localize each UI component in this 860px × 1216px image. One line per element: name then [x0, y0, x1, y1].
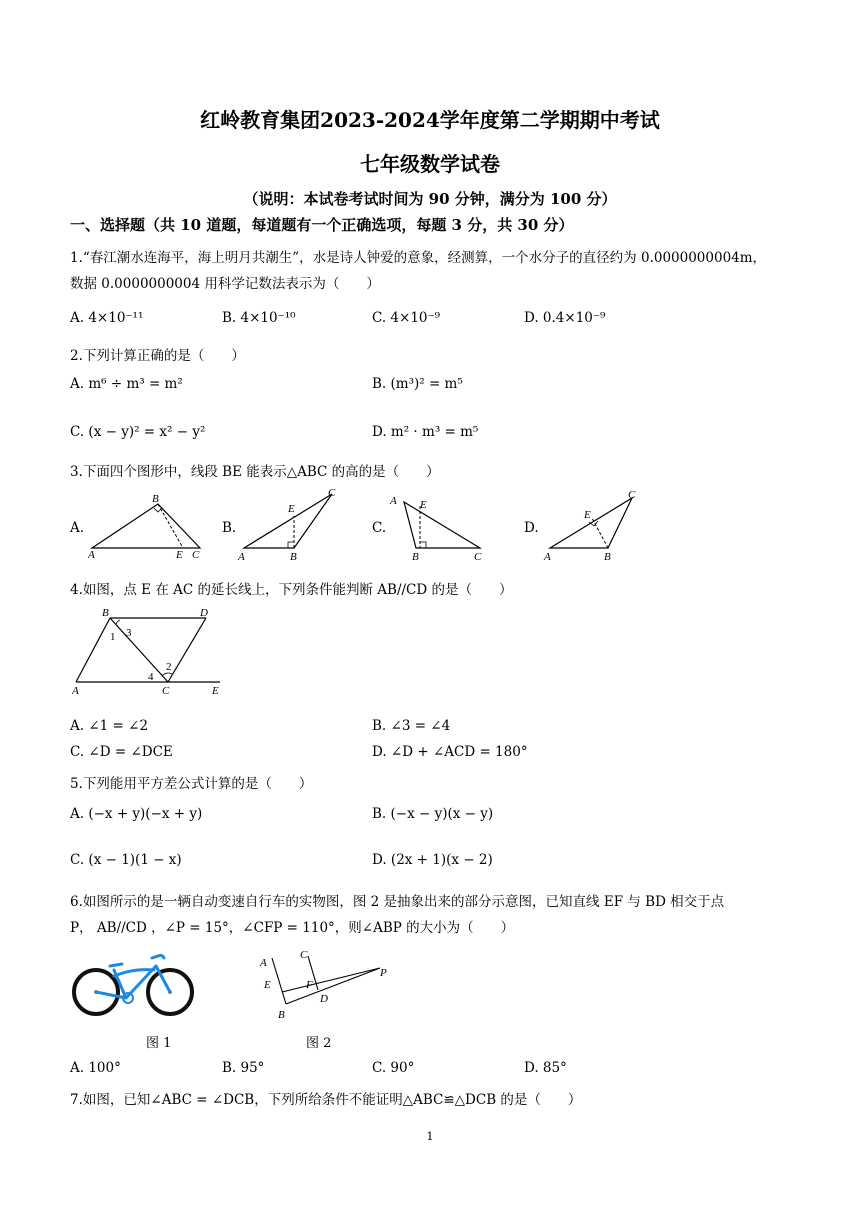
q5-option-a: A. (−x + y)(−x + y): [70, 806, 203, 822]
q4-option-a: A. ∠1 = ∠2: [70, 718, 149, 734]
q1-option-a: A. 4×10⁻¹¹: [70, 310, 144, 326]
q4-figure: [72, 606, 232, 698]
figure-2-caption: 图 2: [306, 1036, 332, 1051]
svg-text:A: A: [72, 685, 79, 697]
svg-text:F: F: [306, 979, 313, 991]
svg-text:B: B: [152, 493, 159, 505]
svg-text:C: C: [300, 949, 308, 961]
svg-text:3: 3: [126, 627, 132, 639]
svg-text:E: E: [584, 509, 591, 521]
q3-option-c: C.: [372, 520, 387, 536]
q3-figure-c: [388, 490, 492, 564]
q2-option-d: D. m² · m³ = m⁵: [372, 424, 479, 440]
exam-title: 红岭教育集团2023-2024学年度第二学期期中考试: [200, 108, 660, 132]
q4-option-b: B. ∠3 = ∠4: [372, 718, 451, 734]
svg-text:B: B: [102, 607, 109, 619]
q2-option-c: C. (x − y)² = x² − y²: [70, 424, 206, 440]
svg-text:D: D: [320, 993, 328, 1005]
q2-option-a: A. m⁶ ÷ m³ = m²: [70, 376, 183, 392]
svg-text:D: D: [200, 607, 208, 619]
q5-option-d: D. (2x + 1)(x − 2): [372, 852, 493, 868]
page-number: 1: [426, 1130, 434, 1143]
q3-stem: 3.下面四个图形中，线段 BE 能表示△ABC 的高的是（ ）: [70, 464, 440, 480]
q6-option-b: B. 95°: [222, 1060, 265, 1076]
q1-stem-line2: 数据 0.0000000004 用科学记数法表示为（ ）: [70, 276, 380, 292]
svg-text:E: E: [264, 979, 271, 991]
svg-text:A: A: [238, 551, 245, 563]
svg-text:P: P: [380, 967, 387, 979]
svg-text:A: A: [390, 495, 397, 507]
exam-note: （说明：本试卷考试时间为 90 分钟，满分为 100 分）: [243, 190, 617, 208]
q3-option-d: D.: [524, 520, 539, 536]
q3-figure-a: [88, 492, 206, 562]
q3-figure-d: [540, 490, 644, 564]
svg-text:4: 4: [148, 671, 154, 683]
q1-option-c: C. 4×10⁻⁹: [372, 310, 441, 326]
svg-text:B: B: [290, 551, 297, 563]
q4-option-d: D. ∠D + ∠ACD = 180°: [372, 744, 528, 760]
q5-stem: 5.下列能用平方差公式计算的是（ ）: [70, 776, 313, 792]
svg-text:2: 2: [166, 661, 172, 673]
svg-text:C: C: [192, 549, 200, 561]
q1-option-b: B. 4×10⁻¹⁰: [222, 310, 296, 326]
q5-option-b: B. (−x − y)(x − y): [372, 806, 494, 822]
q6-option-d: D. 85°: [524, 1060, 567, 1076]
svg-text:B: B: [604, 551, 611, 563]
exam-subtitle: 七年级数学试卷: [360, 152, 500, 176]
q4-option-c: C. ∠D = ∠DCE: [70, 744, 173, 760]
q3-figure-b: [236, 488, 346, 564]
svg-text:C: C: [474, 551, 482, 563]
svg-text:E: E: [176, 549, 183, 561]
section-heading: 一、选择题（共 10 道题，每道题有一个正确选项，每题 3 分，共 30 分）: [70, 216, 574, 234]
q6-option-c: C. 90°: [372, 1060, 415, 1076]
q6-stem-line1: 6.如图所示的是一辆自动变速自行车的实物图，图 2 是抽象出来的部分示意图，已知直线 EF 与 BD 相交于点: [70, 894, 725, 910]
svg-text:C: C: [162, 685, 170, 697]
q6-figure-2: [256, 946, 396, 1022]
svg-text:E: E: [420, 499, 427, 511]
svg-text:B: B: [278, 1009, 285, 1021]
svg-text:C: C: [628, 490, 636, 501]
q2-stem: 2.下列计算正确的是（ ）: [70, 348, 245, 364]
figure-1-caption: 图 1: [146, 1036, 172, 1051]
q6-option-a: A. 100°: [70, 1060, 121, 1076]
svg-text:A: A: [88, 549, 95, 561]
svg-text:E: E: [212, 685, 219, 697]
svg-text:C: C: [328, 488, 336, 499]
svg-text:A: A: [544, 551, 551, 563]
q2-option-b: B. (m³)² = m⁵: [372, 376, 463, 392]
q1-stem-line1: 1.“春江潮水连海平，海上明月共潮生”，水是诗人钟爱的意象，经测算，一个水分子的直径约为 0.0000000004m，: [70, 250, 767, 266]
q4-stem: 4.如图，点 E 在 AC 的延长线上，下列条件能判断 AB//CD 的是（ ）: [70, 582, 513, 598]
q3-option-a: A.: [70, 520, 85, 536]
svg-text:E: E: [288, 503, 295, 515]
q3-option-b: B.: [222, 520, 237, 536]
svg-text:A: A: [260, 957, 267, 969]
bicycle-figure: [70, 944, 198, 1024]
svg-text:1: 1: [110, 631, 116, 643]
q7-stem: 7.如图，已知∠ABC = ∠DCB，下列所给条件不能证明△ABC≌△DCB 的是（ ）: [70, 1092, 582, 1108]
q6-stem-line2: P， AB//CD ，∠P = 15°，∠CFP = 110°，则∠ABP 的大小为（ ）: [70, 920, 515, 936]
q1-option-d: D. 0.4×10⁻⁹: [524, 310, 606, 326]
q5-option-c: C. (x − 1)(1 − x): [70, 852, 182, 868]
svg-text:B: B: [412, 551, 419, 563]
